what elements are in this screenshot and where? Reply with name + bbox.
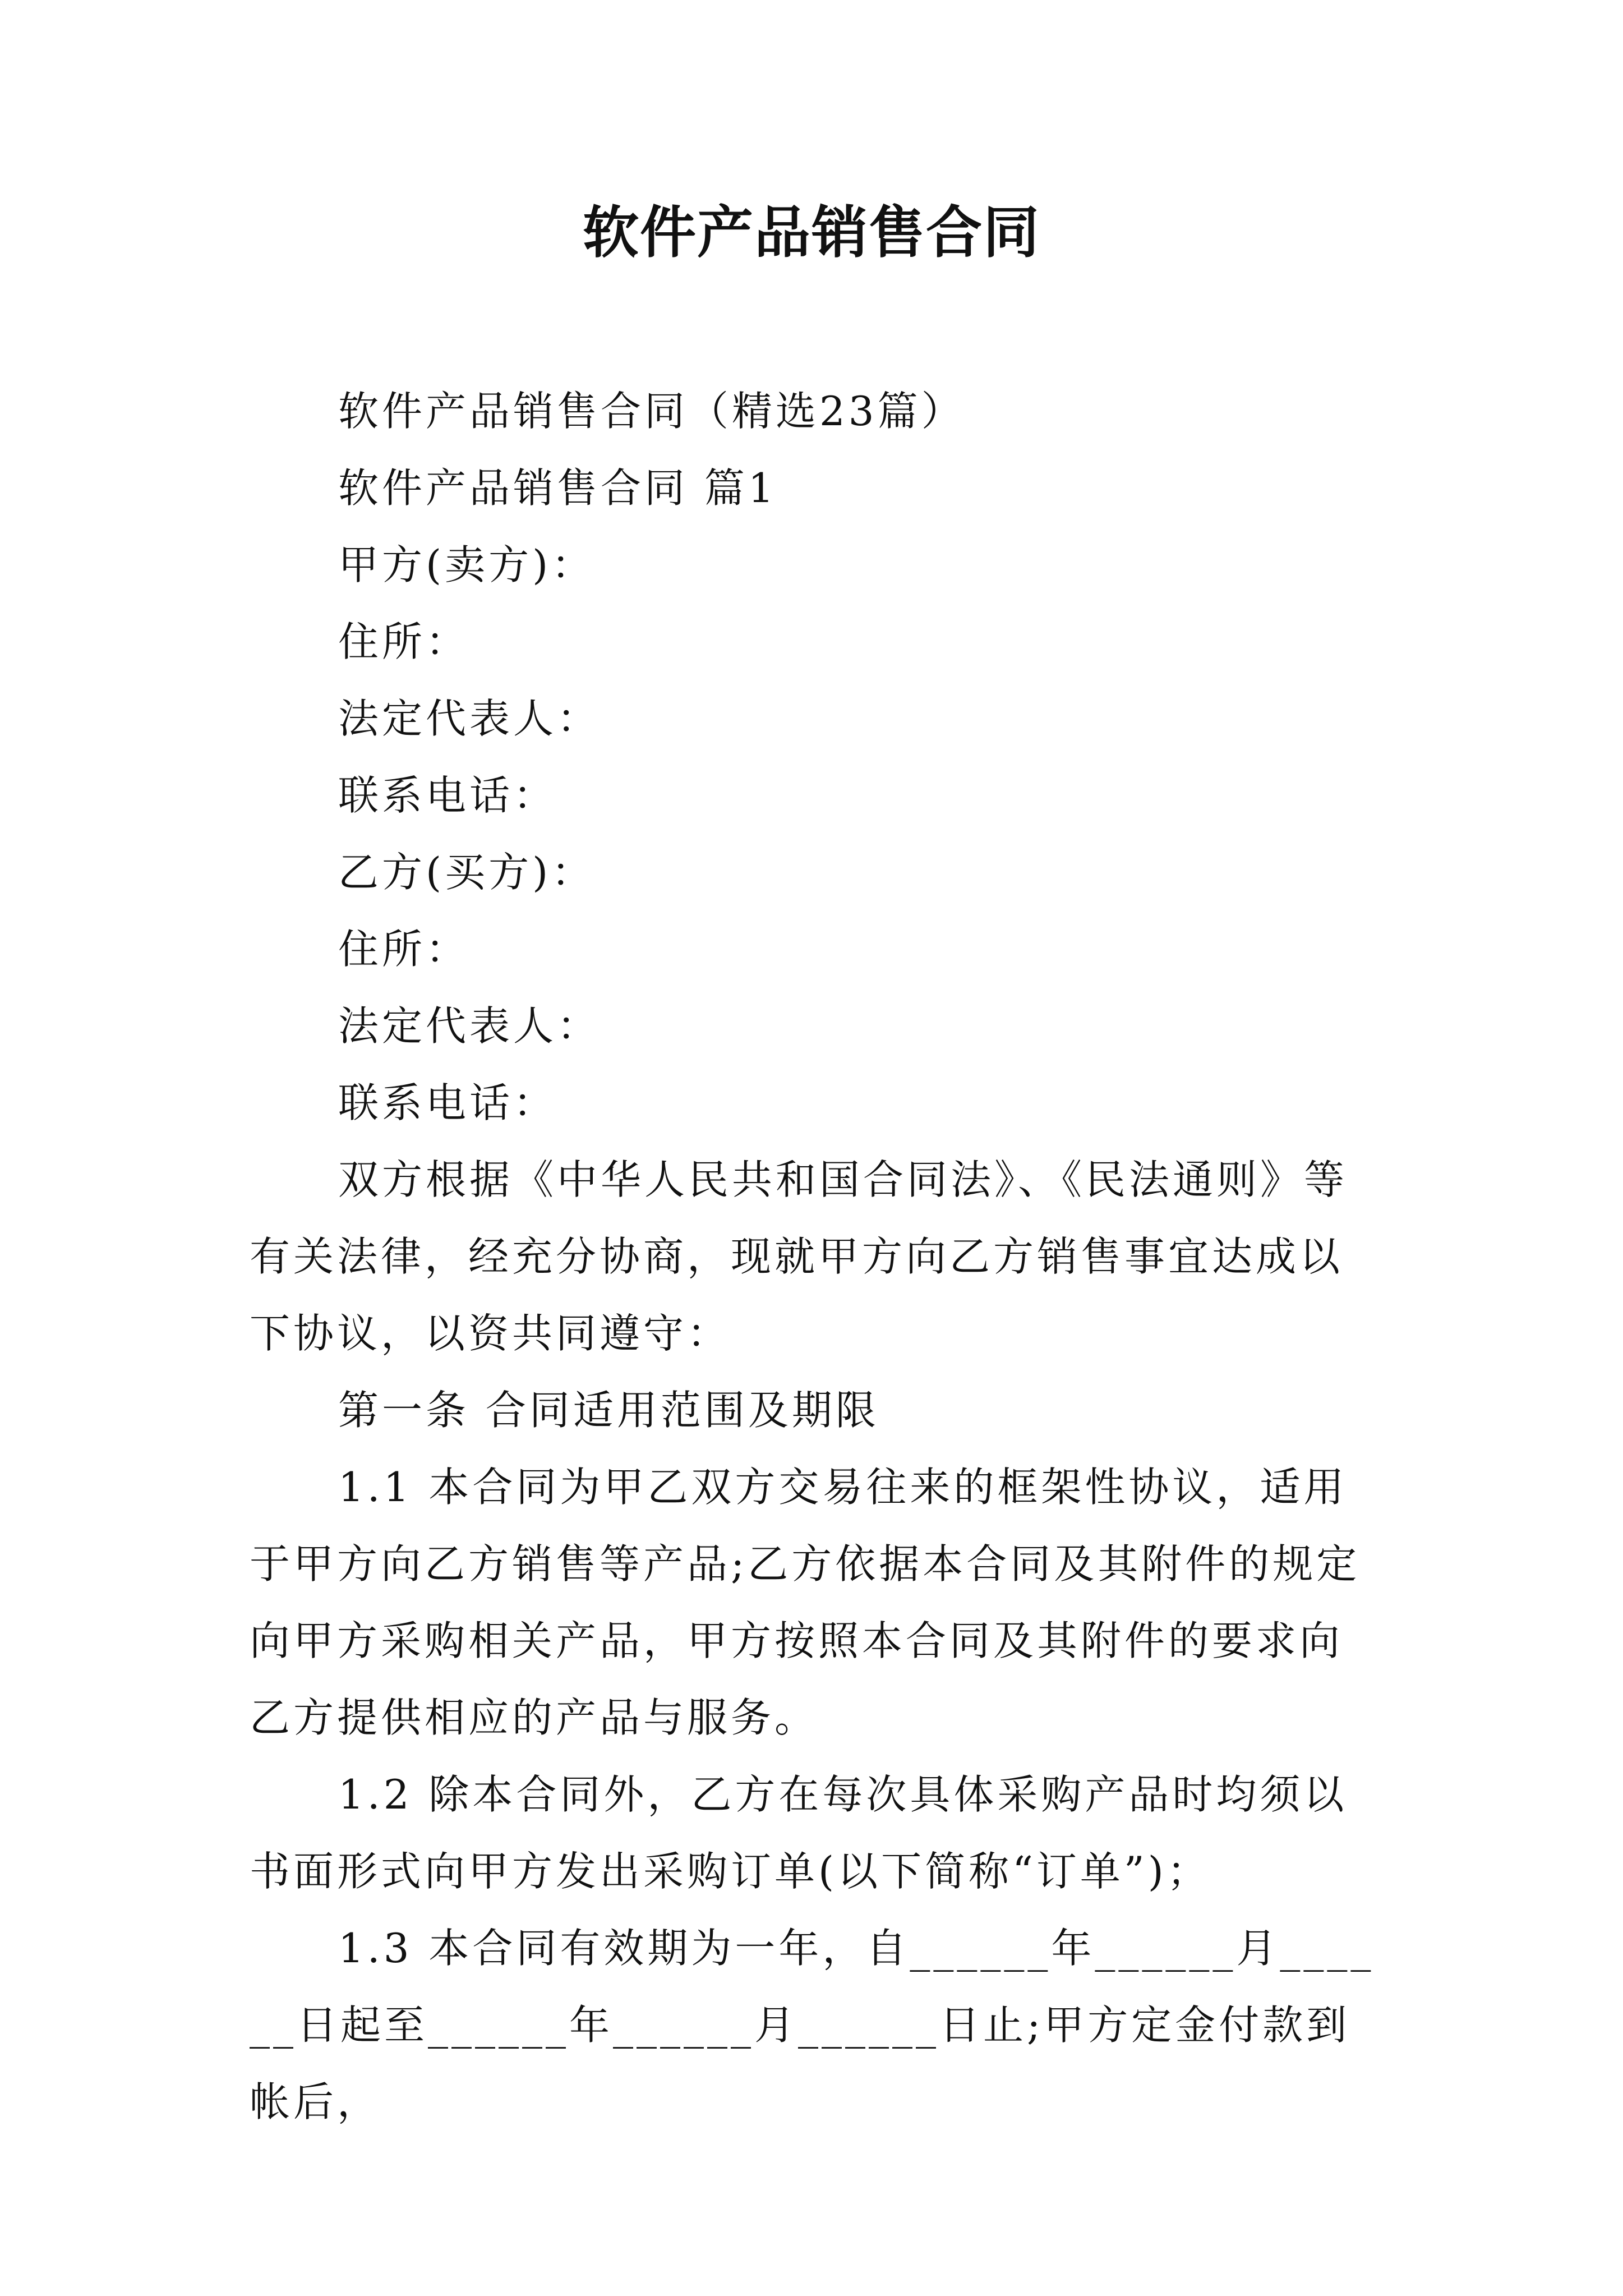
paragraph-preamble: 双方根据《中华人民共和国合同法》、《民法通则》等有关法律，经充分协商，现就甲方向乙方销售事宜达成以下协议，以资共同遵守： [250,1156,1348,1357]
paragraph-article-1-heading: 第一条 合同适用范围及期限 [338,1387,879,1434]
paragraph-section-title: 软件产品销售合同 篇1 [338,464,777,512]
document-body [250,373,1377,2141]
paragraph-clause-1-1: 1.1 本合同为甲乙双方交易往来的框架性协议，适用于甲方向乙方销售等产品;乙方依据本合同及其附件的规定向甲方采购相关产品，甲方按照本合同及其附件的要求向乙方提供相应的产品与服务。 [250,1464,1361,1741]
paragraph-party-b: 乙方(买方)： [338,849,596,896]
paragraph-party-a-address: 住所： [338,618,470,665]
paragraph-collection-title: 软件产品销售合同（精选23篇） [338,388,965,435]
document-title: 软件产品销售合同 [583,200,1040,265]
paragraph-party-a-legal-rep: 法定代表人： [338,695,601,742]
paragraph-clause-1-3: 1.3 本合同有效期为一年，自______年______月______日起至______年______月______日止;甲方定金付款到帐后， [250,1925,1375,2125]
paragraph-party-b-address: 住所： [338,926,470,973]
paragraph-party-a-phone: 联系电话： [338,772,557,819]
paragraph-party-b-phone: 联系电话： [338,1079,557,1126]
paragraph-party-b-legal-rep: 法定代表人： [338,1002,601,1050]
paragraph-party-a: 甲方(卖方)： [338,541,596,588]
paragraph-clause-1-2: 1.2 除本合同外，乙方在每次具体采购产品时均须以书面形式向甲方发出采购订单(以下简称“订单”)； [250,1771,1348,1895]
